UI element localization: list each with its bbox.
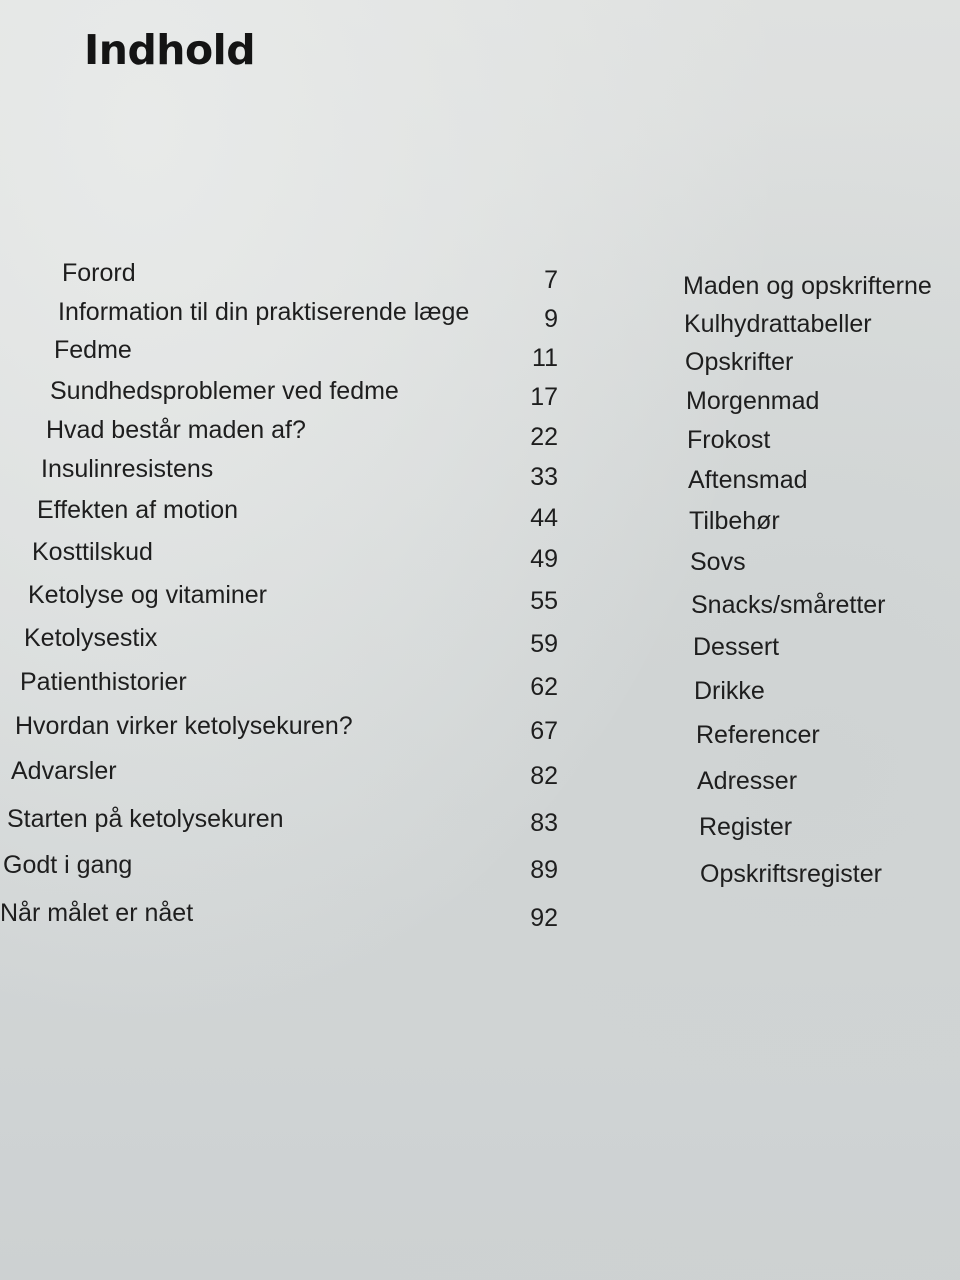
page-title: Indhold: [84, 26, 256, 74]
toc-entry-page: 82: [530, 762, 558, 790]
toc-entry-page: 55: [530, 587, 558, 615]
toc-entry-label: Ketolyse og vitaminer: [28, 581, 268, 609]
toc-entry-page: 83: [530, 809, 558, 837]
toc-entry-label: Dessert: [693, 633, 780, 661]
toc-entry-label: Maden og opskrifterne: [683, 272, 932, 300]
toc-entry-label: Kosttilskud: [32, 538, 153, 566]
toc-entry-label: Kulhydrattabeller: [684, 310, 872, 338]
toc-entry-page: 67: [530, 717, 558, 745]
toc-entry-label: Frokost: [687, 426, 771, 454]
toc-entry-label: Forord: [62, 259, 136, 287]
toc-entry-page: 33: [530, 463, 558, 491]
toc-entry-label: Fedme: [54, 336, 132, 364]
toc-entry-page: 17: [530, 383, 558, 411]
toc-entry-label: Referencer: [696, 721, 820, 749]
toc-entry-page: 89: [530, 856, 558, 884]
toc-entry-label: Aftensmad: [688, 466, 808, 494]
toc-entry-page: 22: [530, 423, 558, 451]
toc-entry-page: 44: [530, 504, 558, 532]
toc-entry-label: Opskriftsregister: [700, 860, 882, 888]
toc-entry-label: Når målet er nået: [0, 899, 194, 927]
toc-entry-page: 9: [544, 305, 558, 333]
toc-entry-label: Ketolysestix: [24, 624, 158, 652]
toc-entry-label: Register: [699, 813, 793, 841]
toc-entry-label: Hvordan virker ketolysekuren?: [15, 712, 353, 740]
toc-entry-label: Effekten af motion: [37, 496, 239, 524]
toc-entry-label: Snacks/småretter: [691, 591, 886, 619]
toc-entry-page: 49: [530, 545, 558, 573]
toc-entry-page: 11: [532, 344, 558, 372]
toc-entry-label: Adresser: [697, 767, 798, 795]
toc-entry-page: 59: [530, 630, 558, 658]
toc-entry-page: 7: [544, 266, 558, 294]
toc-entry-label: Drikke: [694, 677, 765, 705]
toc-entry-label: Hvad består maden af?: [46, 416, 306, 444]
toc-entry-label: Patienthistorier: [20, 668, 187, 696]
toc-entry-label: Insulinresistens: [41, 455, 214, 483]
toc-entry-page: 92: [530, 904, 558, 932]
toc-entry-label: Godt i gang: [3, 851, 133, 879]
toc-entry-label: Tilbehør: [689, 507, 780, 535]
toc-entry-label: Information til din praktiserende læge: [58, 298, 470, 326]
toc-entry-label: Sundhedsproblemer ved fedme: [50, 377, 399, 405]
toc-entry-label: Sovs: [690, 548, 746, 576]
toc-entry-label: Starten på ketolysekuren: [7, 805, 284, 833]
toc-entry-page: 62: [530, 673, 558, 701]
toc-entry-label: Morgenmad: [686, 387, 820, 415]
toc-entry-label: Advarsler: [11, 757, 117, 785]
toc-entry-label: Opskrifter: [685, 348, 794, 376]
